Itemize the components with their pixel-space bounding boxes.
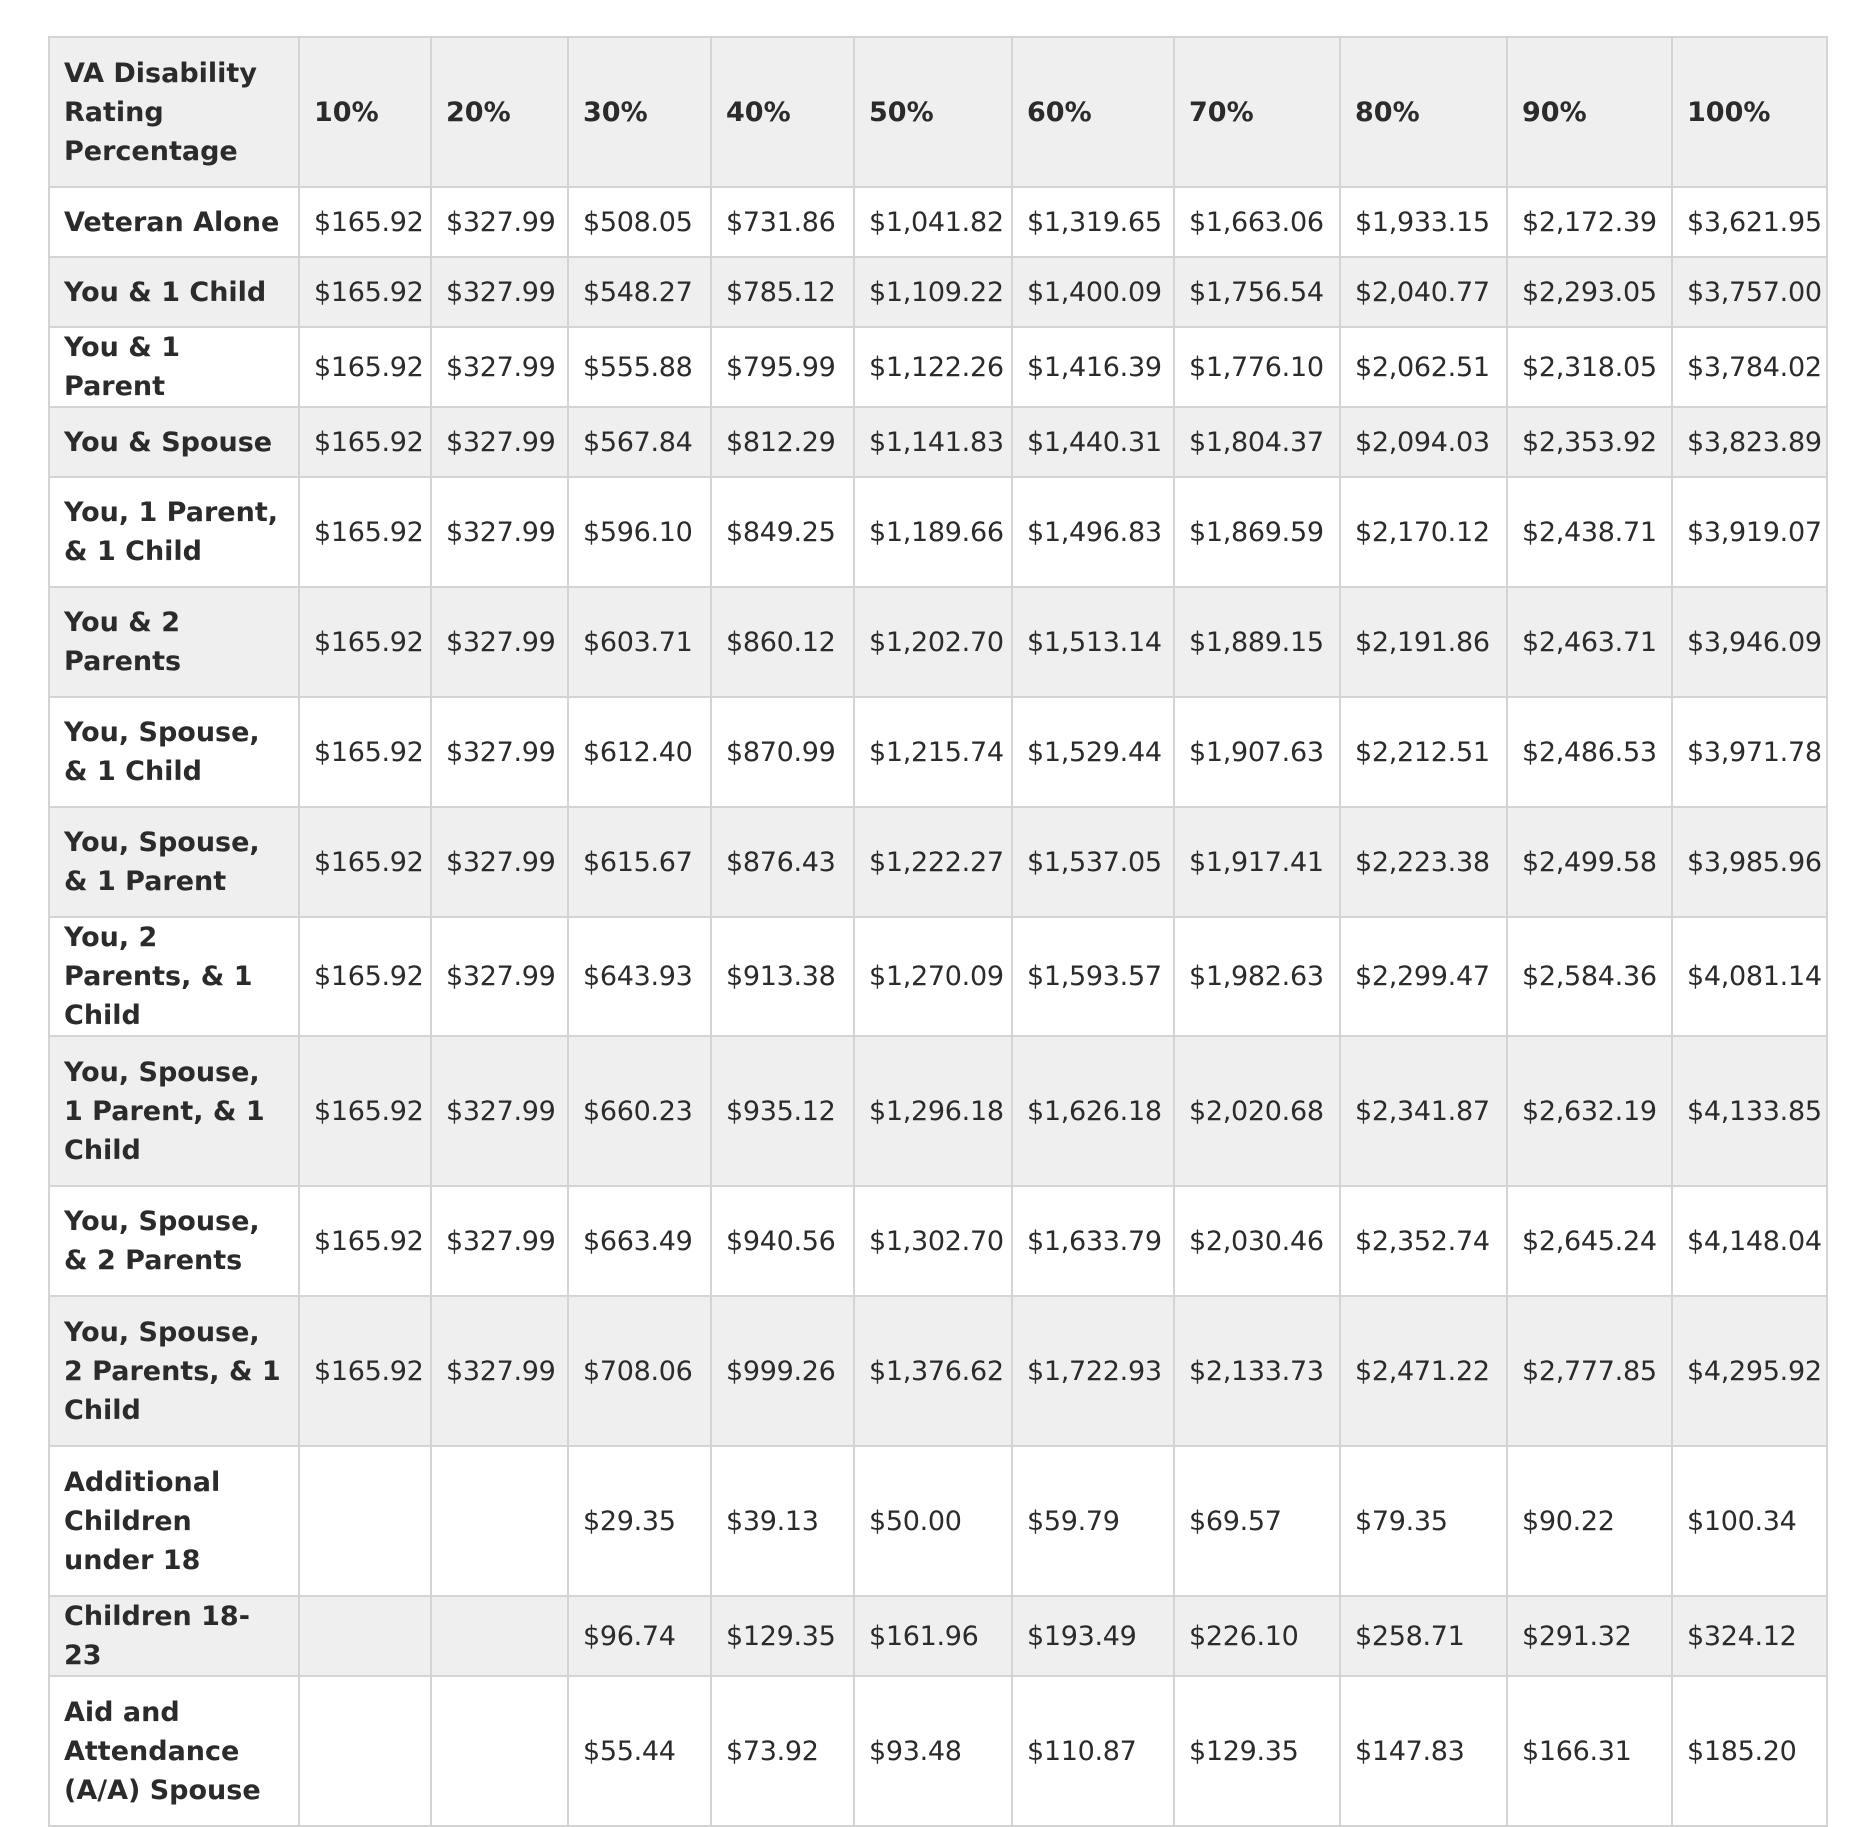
table-row xyxy=(49,187,1827,257)
rate-cell: $93.48 xyxy=(854,1676,1012,1826)
rate-cell: $731.86 xyxy=(711,187,854,257)
table-row xyxy=(49,1676,1827,1826)
rate-cell: $2,352.74 xyxy=(1340,1186,1507,1296)
rate-cell: $2,133.73 xyxy=(1174,1296,1340,1446)
rate-cell: $2,632.19 xyxy=(1507,1036,1672,1186)
rate-cell: $1,400.09 xyxy=(1012,257,1174,327)
rate-cell: $2,499.58 xyxy=(1507,807,1672,917)
row-label: You & 1 Child xyxy=(49,257,299,327)
rate-cell: $165.92 xyxy=(299,187,431,257)
rate-cell: $2,020.68 xyxy=(1174,1036,1340,1186)
rate-cell: $643.93 xyxy=(568,917,711,1036)
row-label: You & Spouse xyxy=(49,407,299,477)
column-header-rating: 90% xyxy=(1507,37,1672,187)
rate-cell: $90.22 xyxy=(1507,1446,1672,1596)
rate-cell xyxy=(431,1596,568,1676)
rate-cell: $3,946.09 xyxy=(1672,587,1827,697)
rate-cell: $1,109.22 xyxy=(854,257,1012,327)
rate-cell: $615.67 xyxy=(568,807,711,917)
rate-cell: $1,869.59 xyxy=(1174,477,1340,587)
rate-cell: $39.13 xyxy=(711,1446,854,1596)
rate-cell: $1,756.54 xyxy=(1174,257,1340,327)
rate-cell xyxy=(299,1676,431,1826)
table-row xyxy=(49,477,1827,587)
column-header-rating: 40% xyxy=(711,37,854,187)
row-label: You, 2 Parents, & 1 Child xyxy=(49,917,299,1036)
row-label: Additional Children under 18 xyxy=(49,1446,299,1596)
column-header-rating: 20% xyxy=(431,37,568,187)
rate-cell: $165.92 xyxy=(299,1296,431,1446)
rate-cell: $876.43 xyxy=(711,807,854,917)
rate-cell: $1,633.79 xyxy=(1012,1186,1174,1296)
rate-cell: $1,722.93 xyxy=(1012,1296,1174,1446)
table-row xyxy=(49,1296,1827,1446)
rate-cell: $870.99 xyxy=(711,697,854,807)
table-body xyxy=(49,187,1827,1826)
rate-cell: $2,463.71 xyxy=(1507,587,1672,697)
rate-cell: $324.12 xyxy=(1672,1596,1827,1676)
rate-cell: $1,416.39 xyxy=(1012,327,1174,407)
rate-cell: $940.56 xyxy=(711,1186,854,1296)
rate-cell: $2,438.71 xyxy=(1507,477,1672,587)
rate-cell xyxy=(431,1446,568,1596)
rate-cell: $849.25 xyxy=(711,477,854,587)
rate-cell: $100.34 xyxy=(1672,1446,1827,1596)
row-label: Veteran Alone xyxy=(49,187,299,257)
rate-cell: $50.00 xyxy=(854,1446,1012,1596)
rate-cell: $4,148.04 xyxy=(1672,1186,1827,1296)
rate-cell xyxy=(299,1446,431,1596)
rate-cell: $96.74 xyxy=(568,1596,711,1676)
rate-cell: $860.12 xyxy=(711,587,854,697)
table-row xyxy=(49,587,1827,697)
rate-cell: $79.35 xyxy=(1340,1446,1507,1596)
rate-cell: $1,513.14 xyxy=(1012,587,1174,697)
rate-cell: $185.20 xyxy=(1672,1676,1827,1826)
rate-cell: $3,971.78 xyxy=(1672,697,1827,807)
rate-cell: $2,471.22 xyxy=(1340,1296,1507,1446)
rate-cell: $2,212.51 xyxy=(1340,697,1507,807)
rate-cell: $2,486.53 xyxy=(1507,697,1672,807)
table-row xyxy=(49,917,1827,1036)
rate-cell: $3,823.89 xyxy=(1672,407,1827,477)
rate-cell: $1,982.63 xyxy=(1174,917,1340,1036)
rate-cell: $55.44 xyxy=(568,1676,711,1826)
rate-cell: $165.92 xyxy=(299,1186,431,1296)
rate-cell: $258.71 xyxy=(1340,1596,1507,1676)
rate-cell: $999.26 xyxy=(711,1296,854,1446)
rate-cell: $110.87 xyxy=(1012,1676,1174,1826)
rate-cell: $1,804.37 xyxy=(1174,407,1340,477)
rate-cell: $193.49 xyxy=(1012,1596,1174,1676)
rate-cell: $327.99 xyxy=(431,257,568,327)
rate-cell: $2,191.86 xyxy=(1340,587,1507,697)
rate-cell: $327.99 xyxy=(431,697,568,807)
rate-cell: $147.83 xyxy=(1340,1676,1507,1826)
rate-cell: $165.92 xyxy=(299,407,431,477)
rate-cell: $1,537.05 xyxy=(1012,807,1174,917)
rate-cell: $59.79 xyxy=(1012,1446,1174,1596)
rate-cell: $1,593.57 xyxy=(1012,917,1174,1036)
rate-cell: $327.99 xyxy=(431,807,568,917)
column-header-rating: 60% xyxy=(1012,37,1174,187)
rate-cell: $708.06 xyxy=(568,1296,711,1446)
rate-cell: $3,757.00 xyxy=(1672,257,1827,327)
rate-cell: $2,353.92 xyxy=(1507,407,1672,477)
rate-cell: $1,202.70 xyxy=(854,587,1012,697)
rate-cell: $129.35 xyxy=(1174,1676,1340,1826)
rate-cell: $1,141.83 xyxy=(854,407,1012,477)
va-disability-rates-table xyxy=(48,36,1828,1827)
rate-cell: $660.23 xyxy=(568,1036,711,1186)
rate-cell: $2,223.38 xyxy=(1340,807,1507,917)
rate-cell: $165.92 xyxy=(299,917,431,1036)
table-row xyxy=(49,1446,1827,1596)
rate-cell: $1,776.10 xyxy=(1174,327,1340,407)
rate-cell: $2,172.39 xyxy=(1507,187,1672,257)
table-row xyxy=(49,697,1827,807)
rate-cell: $2,094.03 xyxy=(1340,407,1507,477)
column-header-rating: 10% xyxy=(299,37,431,187)
rate-cell: $2,293.05 xyxy=(1507,257,1672,327)
rate-cell: $2,040.77 xyxy=(1340,257,1507,327)
rate-cell: $327.99 xyxy=(431,327,568,407)
rate-cell: $165.92 xyxy=(299,1036,431,1186)
rate-cell: $1,626.18 xyxy=(1012,1036,1174,1186)
row-label: Children 18-23 xyxy=(49,1596,299,1676)
rate-cell: $2,062.51 xyxy=(1340,327,1507,407)
rate-cell: $3,621.95 xyxy=(1672,187,1827,257)
rate-cell: $327.99 xyxy=(431,587,568,697)
rate-cell: $226.10 xyxy=(1174,1596,1340,1676)
rate-cell: $165.92 xyxy=(299,257,431,327)
rate-cell: $1,889.15 xyxy=(1174,587,1340,697)
rate-cell: $291.32 xyxy=(1507,1596,1672,1676)
rate-cell xyxy=(431,1676,568,1826)
column-header-rating: 50% xyxy=(854,37,1012,187)
rate-cell: $3,784.02 xyxy=(1672,327,1827,407)
rate-cell: $2,777.85 xyxy=(1507,1296,1672,1446)
row-label: You, Spouse, & 1 Parent xyxy=(49,807,299,917)
rate-cell: $612.40 xyxy=(568,697,711,807)
rate-cell: $1,041.82 xyxy=(854,187,1012,257)
table-row xyxy=(49,1596,1827,1676)
rate-cell: $327.99 xyxy=(431,407,568,477)
row-label: You, 1 Parent, & 1 Child xyxy=(49,477,299,587)
rate-cell: $165.92 xyxy=(299,587,431,697)
rate-cell: $165.92 xyxy=(299,477,431,587)
rate-cell: $1,122.26 xyxy=(854,327,1012,407)
column-header-rating: 100% xyxy=(1672,37,1827,187)
rate-cell: $1,496.83 xyxy=(1012,477,1174,587)
column-header-rating: 30% xyxy=(568,37,711,187)
rate-cell: $129.35 xyxy=(711,1596,854,1676)
rates-table-container xyxy=(48,36,1826,1827)
rate-cell: $327.99 xyxy=(431,1186,568,1296)
rate-cell: $4,295.92 xyxy=(1672,1296,1827,1446)
rate-cell: $1,529.44 xyxy=(1012,697,1174,807)
rate-cell: $165.92 xyxy=(299,327,431,407)
rate-cell: $2,584.36 xyxy=(1507,917,1672,1036)
rate-cell: $1,215.74 xyxy=(854,697,1012,807)
rate-cell: $2,341.87 xyxy=(1340,1036,1507,1186)
rate-cell: $1,933.15 xyxy=(1340,187,1507,257)
rate-cell: $795.99 xyxy=(711,327,854,407)
rate-cell: $2,030.46 xyxy=(1174,1186,1340,1296)
table-row xyxy=(49,257,1827,327)
rate-cell: $165.92 xyxy=(299,807,431,917)
rate-cell: $4,133.85 xyxy=(1672,1036,1827,1186)
rate-cell: $2,299.47 xyxy=(1340,917,1507,1036)
column-header-label: VA Disability Rating Percentage xyxy=(49,37,299,187)
table-row xyxy=(49,807,1827,917)
column-header-rating: 80% xyxy=(1340,37,1507,187)
rate-cell: $1,296.18 xyxy=(854,1036,1012,1186)
rate-cell: $1,440.31 xyxy=(1012,407,1174,477)
rate-cell: $663.49 xyxy=(568,1186,711,1296)
rate-cell: $161.96 xyxy=(854,1596,1012,1676)
rate-cell: $1,663.06 xyxy=(1174,187,1340,257)
table-row xyxy=(49,1186,1827,1296)
rate-cell: $327.99 xyxy=(431,477,568,587)
row-label: You & 2 Parents xyxy=(49,587,299,697)
rate-cell: $785.12 xyxy=(711,257,854,327)
rate-cell: $2,645.24 xyxy=(1507,1186,1672,1296)
table-row xyxy=(49,407,1827,477)
rate-cell: $1,270.09 xyxy=(854,917,1012,1036)
rate-cell: $1,907.63 xyxy=(1174,697,1340,807)
rate-cell: $4,081.14 xyxy=(1672,917,1827,1036)
row-label: You, Spouse, 2 Parents, & 1 Child xyxy=(49,1296,299,1446)
rate-cell: $913.38 xyxy=(711,917,854,1036)
rate-cell: $508.05 xyxy=(568,187,711,257)
row-label: You, Spouse, 1 Parent, & 1 Child xyxy=(49,1036,299,1186)
rate-cell: $548.27 xyxy=(568,257,711,327)
rate-cell: $596.10 xyxy=(568,477,711,587)
rate-cell: $327.99 xyxy=(431,187,568,257)
column-header-rating: 70% xyxy=(1174,37,1340,187)
rate-cell: $1,222.27 xyxy=(854,807,1012,917)
rate-cell xyxy=(299,1596,431,1676)
rate-cell: $327.99 xyxy=(431,1296,568,1446)
rate-cell: $3,919.07 xyxy=(1672,477,1827,587)
row-label: Aid and Attendance (A/A) Spouse xyxy=(49,1676,299,1826)
table-row xyxy=(49,1036,1827,1186)
rate-cell: $29.35 xyxy=(568,1446,711,1596)
rate-cell: $166.31 xyxy=(1507,1676,1672,1826)
rate-cell: $1,376.62 xyxy=(854,1296,1012,1446)
rate-cell: $1,189.66 xyxy=(854,477,1012,587)
rate-cell: $1,917.41 xyxy=(1174,807,1340,917)
rate-cell: $2,170.12 xyxy=(1340,477,1507,587)
rate-cell: $812.29 xyxy=(711,407,854,477)
rate-cell: $567.84 xyxy=(568,407,711,477)
rate-cell: $935.12 xyxy=(711,1036,854,1186)
rate-cell: $2,318.05 xyxy=(1507,327,1672,407)
rate-cell: $1,319.65 xyxy=(1012,187,1174,257)
rate-cell: $327.99 xyxy=(431,917,568,1036)
rate-cell: $1,302.70 xyxy=(854,1186,1012,1296)
rate-cell: $3,985.96 xyxy=(1672,807,1827,917)
rate-cell: $73.92 xyxy=(711,1676,854,1826)
row-label: You, Spouse, & 1 Child xyxy=(49,697,299,807)
table-row xyxy=(49,327,1827,407)
row-label: You, Spouse, & 2 Parents xyxy=(49,1186,299,1296)
rate-cell: $69.57 xyxy=(1174,1446,1340,1596)
rate-cell: $603.71 xyxy=(568,587,711,697)
rate-cell: $327.99 xyxy=(431,1036,568,1186)
row-label: You & 1 Parent xyxy=(49,327,299,407)
rate-cell: $555.88 xyxy=(568,327,711,407)
rate-cell: $165.92 xyxy=(299,697,431,807)
table-header-row xyxy=(49,37,1827,187)
